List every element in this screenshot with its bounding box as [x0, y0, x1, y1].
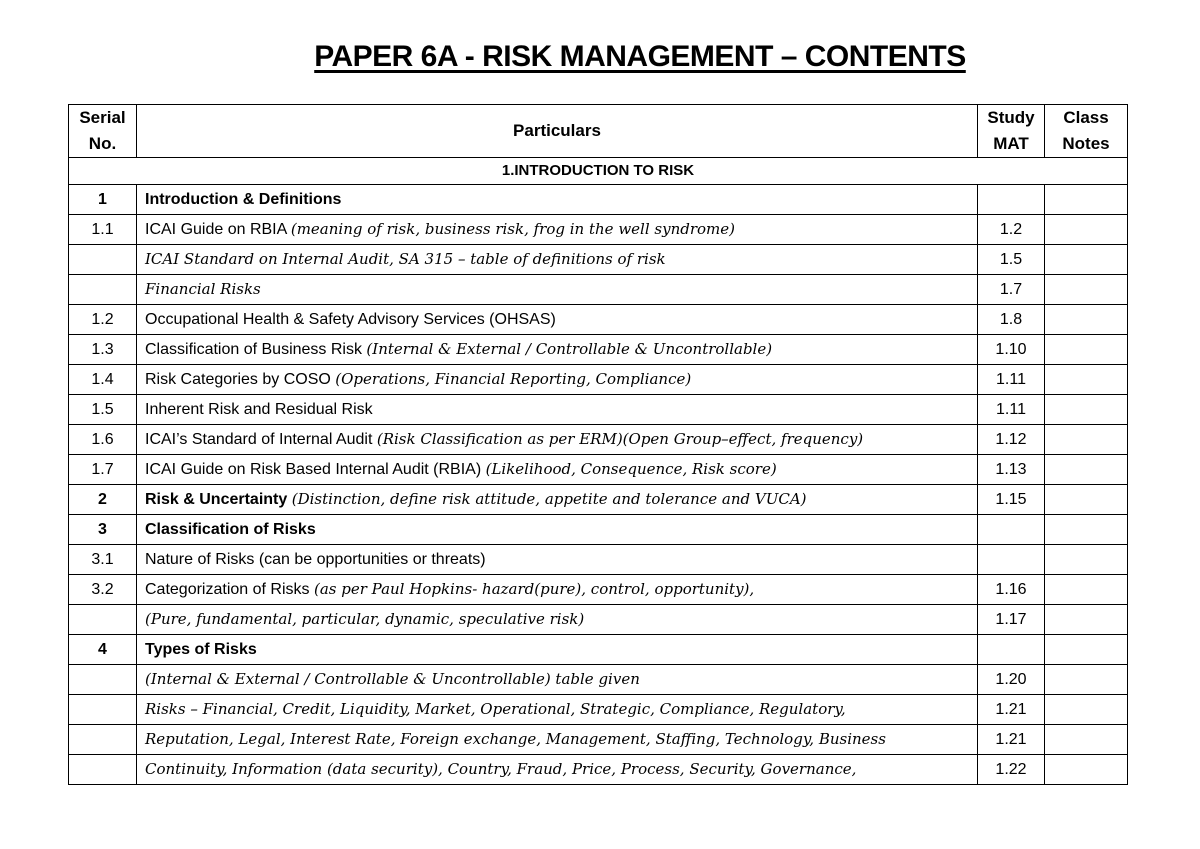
table-body — [69, 158, 1128, 785]
header-class-line2: Notes — [1062, 134, 1110, 153]
particulars-description: (Internal & External / Controllable & Uncontrollable) — [366, 340, 773, 358]
particulars-cell — [137, 395, 978, 425]
particulars-cell — [137, 455, 978, 485]
particulars-cell — [137, 485, 978, 515]
particulars-text: Financial Risks — [145, 280, 261, 298]
study-mat-cell: 1.17 — [978, 605, 1045, 635]
particulars-cell — [137, 755, 978, 785]
particulars-cell — [137, 215, 978, 245]
particulars-cell — [137, 545, 978, 575]
study-mat-cell: 1.22 — [978, 755, 1045, 785]
table-row — [69, 545, 1128, 575]
particulars-description: (meaning of risk, business risk, frog in the well syndrome) — [290, 220, 735, 238]
study-mat-cell: 1.13 — [978, 455, 1045, 485]
serial-cell: 4 — [69, 635, 137, 665]
study-mat-cell: 1.11 — [978, 365, 1045, 395]
table-row — [69, 485, 1128, 515]
section-row — [69, 158, 1128, 185]
class-notes-cell — [1045, 305, 1128, 335]
particulars-cell — [137, 245, 978, 275]
class-notes-cell — [1045, 485, 1128, 515]
table-row — [69, 305, 1128, 335]
serial-cell — [69, 605, 137, 635]
particulars-cell — [137, 725, 978, 755]
class-notes-cell — [1045, 605, 1128, 635]
class-notes-cell — [1045, 545, 1128, 575]
header-study-line1: Study — [987, 108, 1035, 127]
particulars-text: Categorization of Risks — [145, 581, 314, 598]
class-notes-cell — [1045, 635, 1128, 665]
page-title: PAPER 6A - RISK MANAGEMENT – CONTENTS — [314, 40, 966, 73]
header-serial-no — [69, 105, 137, 158]
particulars-text: (Pure, fundamental, particular, dynamic, speculative risk) — [145, 610, 585, 628]
class-notes-cell — [1045, 695, 1128, 725]
table-row — [69, 665, 1128, 695]
serial-cell: 1.3 — [69, 335, 137, 365]
particulars-text: Introduction & Definitions — [145, 190, 342, 208]
serial-cell: 1.5 — [69, 395, 137, 425]
study-mat-cell — [978, 635, 1045, 665]
particulars-text: Risk & Uncertainty — [145, 491, 292, 508]
particulars-cell — [137, 515, 978, 545]
serial-cell — [69, 755, 137, 785]
particulars-cell — [137, 185, 978, 215]
particulars-description: (Distinction, define risk attitude, appetite and tolerance and VUCA) — [291, 490, 807, 508]
particulars-text: ICAI Guide on RBIA — [145, 221, 291, 238]
class-notes-cell — [1045, 575, 1128, 605]
header-particulars: Particulars — [137, 105, 978, 158]
study-mat-cell: 1.20 — [978, 665, 1045, 695]
header-serial-line2: No. — [88, 134, 117, 153]
serial-cell — [69, 245, 137, 275]
table-row — [69, 275, 1128, 305]
study-mat-cell: 1.21 — [978, 695, 1045, 725]
serial-cell: 1.4 — [69, 365, 137, 395]
study-mat-cell — [978, 185, 1045, 215]
header-class-notes — [1045, 105, 1128, 158]
particulars-description: (Risk Classification as per ERM)(Open Group–effect, frequency) — [376, 430, 864, 448]
particulars-text: Nature of Risks (can be opportunities or threats) — [145, 550, 486, 568]
particulars-cell — [137, 605, 978, 635]
serial-cell — [69, 695, 137, 725]
particulars-description: (Operations, Financial Reporting, Compliance) — [335, 370, 692, 388]
particulars-text: Inherent Risk and Residual Risk — [145, 400, 373, 418]
header-study-mat — [978, 105, 1045, 158]
particulars-text: ICAI Standard on Internal Audit, SA 315 – table of definitions of risk — [145, 250, 666, 268]
particulars-text: Classification of Business Risk — [145, 341, 367, 358]
class-notes-cell — [1045, 365, 1128, 395]
particulars-cell — [137, 365, 978, 395]
study-mat-cell: 1.12 — [978, 425, 1045, 455]
header-serial-line1: Serial — [79, 108, 126, 127]
class-notes-cell — [1045, 425, 1128, 455]
serial-cell: 1 — [69, 185, 137, 215]
table-row — [69, 395, 1128, 425]
table-row — [69, 215, 1128, 245]
particulars-cell — [137, 575, 978, 605]
class-notes-cell — [1045, 515, 1128, 545]
study-mat-cell: 1.21 — [978, 725, 1045, 755]
serial-cell: 1.1 — [69, 215, 137, 245]
table-row — [69, 695, 1128, 725]
class-notes-cell — [1045, 455, 1128, 485]
table-row — [69, 185, 1128, 215]
serial-cell: 3 — [69, 515, 137, 545]
serial-cell: 3.1 — [69, 545, 137, 575]
particulars-cell — [137, 335, 978, 365]
table-row — [69, 635, 1128, 665]
table-row — [69, 515, 1128, 545]
contents-table — [68, 104, 1128, 785]
particulars-cell — [137, 425, 978, 455]
particulars-text: (Internal & External / Controllable & Uncontrollable) table given — [145, 670, 640, 688]
particulars-cell — [137, 305, 978, 335]
particulars-cell — [137, 275, 978, 305]
study-mat-cell: 1.15 — [978, 485, 1045, 515]
particulars-text: Classification of Risks — [145, 520, 316, 538]
table-row — [69, 365, 1128, 395]
table-row — [69, 455, 1128, 485]
particulars-text: ICAI’s Standard of Internal Audit — [145, 431, 377, 448]
study-mat-cell — [978, 515, 1045, 545]
table-row — [69, 425, 1128, 455]
section-heading: 1.INTRODUCTION TO RISK — [69, 158, 1128, 185]
study-mat-cell: 1.5 — [978, 245, 1045, 275]
class-notes-cell — [1045, 725, 1128, 755]
header-study-line2: MAT — [993, 134, 1029, 153]
study-mat-cell: 1.10 — [978, 335, 1045, 365]
study-mat-cell: 1.2 — [978, 215, 1045, 245]
particulars-cell — [137, 695, 978, 725]
study-mat-cell — [978, 545, 1045, 575]
particulars-cell — [137, 635, 978, 665]
table-row — [69, 245, 1128, 275]
class-notes-cell — [1045, 275, 1128, 305]
serial-cell: 2 — [69, 485, 137, 515]
particulars-cell — [137, 665, 978, 695]
particulars-text: Reputation, Legal, Interest Rate, Foreign exchange, Management, Staffing, Technology, Business — [145, 730, 886, 748]
serial-cell: 3.2 — [69, 575, 137, 605]
class-notes-cell — [1045, 335, 1128, 365]
particulars-description: (Likelihood, Consequence, Risk score) — [485, 460, 777, 478]
table-row — [69, 605, 1128, 635]
particulars-text: Occupational Health & Safety Advisory Services (OHSAS) — [145, 310, 556, 328]
table-row — [69, 575, 1128, 605]
table-row — [69, 725, 1128, 755]
class-notes-cell — [1045, 245, 1128, 275]
serial-cell: 1.6 — [69, 425, 137, 455]
study-mat-cell: 1.8 — [978, 305, 1045, 335]
class-notes-cell — [1045, 755, 1128, 785]
study-mat-cell: 1.16 — [978, 575, 1045, 605]
serial-cell — [69, 725, 137, 755]
study-mat-cell: 1.11 — [978, 395, 1045, 425]
class-notes-cell — [1045, 185, 1128, 215]
table-row — [69, 335, 1128, 365]
particulars-text: Risks – Financial, Credit, Liquidity, Market, Operational, Strategic, Compliance, Regulatory, — [145, 700, 846, 718]
particulars-text: Risk Categories by COSO — [145, 371, 336, 388]
header-row — [69, 105, 1128, 158]
serial-cell — [69, 275, 137, 305]
serial-cell: 1.2 — [69, 305, 137, 335]
class-notes-cell — [1045, 395, 1128, 425]
particulars-description: (as per Paul Hopkins- hazard(pure), control, opportunity), — [313, 580, 755, 598]
class-notes-cell — [1045, 215, 1128, 245]
table-row — [69, 755, 1128, 785]
header-class-line1: Class — [1063, 108, 1109, 127]
study-mat-cell: 1.7 — [978, 275, 1045, 305]
particulars-text: ICAI Guide on Risk Based Internal Audit (RBIA) — [145, 461, 486, 478]
serial-cell: 1.7 — [69, 455, 137, 485]
particulars-text: Continuity, Information (data security), Country, Fraud, Price, Process, Security, Governance, — [145, 760, 857, 778]
serial-cell — [69, 665, 137, 695]
class-notes-cell — [1045, 665, 1128, 695]
particulars-text: Types of Risks — [145, 640, 257, 658]
